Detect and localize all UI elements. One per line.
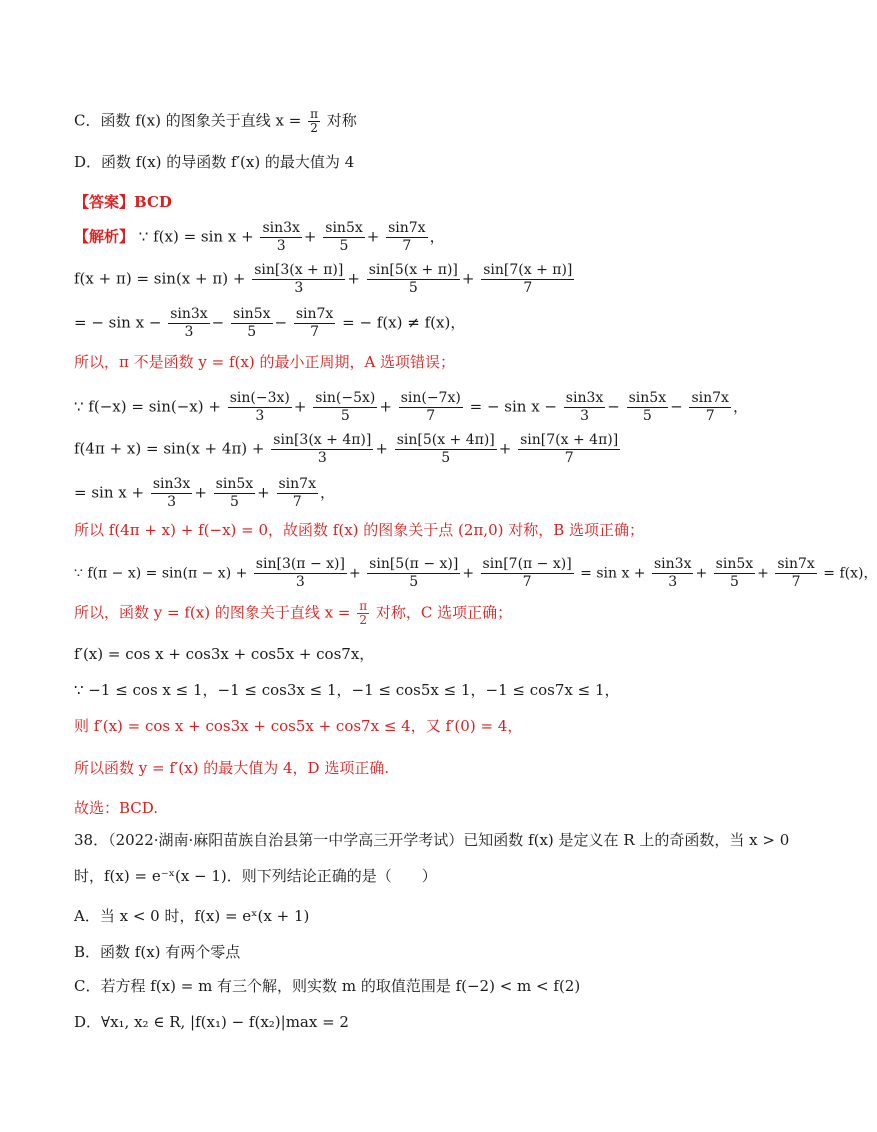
question-38-option-c: C．若方程 f(x) = m 有三个解，则实数 m 的取值范围是 f(−2) < m < f(2) — [74, 977, 581, 995]
fraction — [151, 476, 192, 511]
solution-line-10 — [74, 600, 764, 627]
fraction-numerator: sin[3(π − x)] — [255, 556, 345, 572]
solution-line-15: 故选：BCD. — [74, 799, 159, 817]
fraction — [386, 220, 427, 255]
formula-text: = − sin x − — [74, 313, 162, 332]
fraction-denominator: 7 — [705, 408, 715, 424]
fraction-denominator: 3 — [276, 238, 286, 254]
solution-label: 【解析】 — [74, 227, 135, 246]
formula-text: = − sin x − — [469, 397, 558, 416]
formula-text: = − f(x) ≠ f(x)， — [342, 313, 466, 332]
formula-text: = f(x)， — [823, 565, 877, 582]
fraction — [775, 556, 816, 591]
fraction-denominator: 7 — [426, 408, 436, 424]
formula-text: = sin x + — [74, 483, 145, 502]
fraction-numerator: sin[7(π − x)] — [482, 556, 572, 572]
solution-line-3: = − sin x − $\frac{\sin 3x}{3}$ − $\frac{\sin 5x}{5}$ − $\frac{\sin 7x}{7}$ = − f(x) ≠ f(x)， — [74, 306, 466, 340]
answer-line: 【答案】BCD — [74, 193, 172, 211]
fraction-numerator: sin3x — [565, 390, 604, 406]
question-38-line-2: 时，f(x) = e⁻ˣ(x − 1)．则下列结论正确的是（ ） — [74, 867, 437, 885]
question-38-line-1 — [74, 830, 790, 850]
option-c-text: C．函数 f(x) 的图象关于直线 x = — [74, 111, 302, 130]
fraction — [399, 390, 463, 425]
solution-line-8: 所以 f(4π + x) + f(−x) = 0，故函数 f(x) 的图象关于点 (2π,0) 对称，B 选项正确； — [74, 521, 645, 539]
question-text: 38．（2022·湖南·麻阳苗族自治县第一中学高三开学考试）已知函数 f(x) 是定义在 R 上的奇函数，当 x > 0 — [74, 831, 790, 849]
fraction-numerator: sin[7(x + π)] — [483, 262, 573, 278]
fraction-numerator: sin(−5x) — [315, 390, 376, 406]
option-c-suffix: 对称 — [326, 111, 357, 130]
fraction — [271, 432, 373, 467]
fraction-numerator: sin7x — [691, 390, 729, 406]
fraction-denominator: 7 — [310, 324, 320, 340]
pi-over-2-fraction — [308, 108, 320, 135]
fraction — [313, 390, 377, 425]
fraction-numerator: sin3x — [152, 476, 191, 492]
formula-text: 所以，函数 y = f(x) 的图象关于直线 x = — [74, 603, 351, 622]
solution-line-1: 【解析】 ∵ f(x) = sin x + $\frac{\sin 3x}{3}$ + $\frac{\sin 5x}{5}$ + $\frac{\sin 7x}{7}$ ， — [74, 220, 445, 254]
fraction-denominator: 5 — [340, 408, 350, 424]
fraction — [564, 390, 605, 425]
solution-line-4: 所以，π 不是函数 y = f(x) 的最小正周期，A 选项错误； — [74, 353, 456, 371]
fraction — [231, 306, 272, 341]
fraction-numerator: sin7x — [295, 306, 334, 322]
fraction-numerator: sin5x — [215, 476, 254, 492]
fraction-denominator: 7 — [791, 574, 801, 590]
fraction-numerator: sin3x — [653, 556, 692, 572]
solution-line-5: ∵ f(−x) = sin(−x) + $\frac{\sin(-3x)}{3}$ + $\frac{\sin(-5x)}{5}$ + $\frac{\sin(-7x)}{7}$ = − sin x − $\frac{\sin 3x}{3}$ − $\frac{\sin 5x}{5}$ − $\frac{\sin 7x}{7}$ ， — [74, 390, 748, 424]
fraction — [481, 262, 574, 297]
fraction-numerator: sin5x — [233, 306, 271, 322]
formula-text: f(4π + x) = sin(x + 4π) + — [74, 439, 265, 458]
fraction — [367, 556, 460, 591]
fraction-denominator: 7 — [564, 450, 574, 466]
fraction — [323, 220, 364, 255]
comma: ， — [732, 397, 748, 416]
fraction-numerator: sin7x — [388, 220, 426, 236]
option-d-line: D．函数 f(x) 的导函数 f′(x) 的最大值为 4 — [74, 153, 355, 171]
fraction — [252, 262, 345, 297]
fraction-numerator: sin[7(x + 4π)] — [520, 432, 619, 448]
fraction-denominator: 3 — [668, 574, 678, 590]
fraction-denominator: 3 — [317, 450, 327, 466]
fraction-numerator: sin5x — [715, 556, 754, 572]
formula-text: f(x + π) = sin(x + π) + — [74, 269, 246, 288]
fraction-numerator: sin7x — [278, 476, 316, 492]
formula-text: ∵ f(π − x) = sin(π − x) + — [74, 565, 248, 582]
fraction-numerator: sin3x — [262, 220, 300, 236]
solution-line-12: ∵ −1 ≤ cos x ≤ 1，−1 ≤ cos3x ≤ 1，−1 ≤ cos5x ≤ 1，−1 ≤ cos7x ≤ 1， — [74, 681, 620, 699]
formula-text: = sin x + — [580, 565, 646, 582]
fraction-numerator: sin3x — [170, 306, 208, 322]
fraction — [277, 476, 318, 511]
pi-over-2-fraction — [357, 600, 369, 627]
solution-line-14: 所以函数 y = f′(x) 的最大值为 4，D 选项正确. — [74, 759, 390, 777]
fraction-denominator: 7 — [292, 494, 302, 510]
fraction — [714, 556, 755, 591]
fraction-numerator: sin[5(π − x)] — [369, 556, 459, 572]
solution-line-7: = sin x + $\frac{\sin 3x}{3}$ + $\frac{\sin 5x}{5}$ + $\frac{\sin 7x}{7}$ ， — [74, 476, 335, 510]
fraction-denominator: 7 — [402, 238, 412, 254]
fraction — [689, 390, 730, 425]
fraction-numerator: sin[5(x + 4π)] — [396, 432, 495, 448]
fraction-numerator: sin(−7x) — [400, 390, 461, 406]
fraction — [228, 390, 292, 425]
fraction — [627, 390, 668, 425]
fraction-numerator: π — [310, 107, 318, 121]
fraction — [214, 476, 255, 511]
fraction — [254, 556, 347, 591]
fraction-denominator: 5 — [408, 280, 418, 296]
fraction-denominator: 5 — [642, 408, 652, 424]
fraction — [294, 306, 335, 341]
fraction-numerator: sin[3(x + π)] — [254, 262, 344, 278]
fraction-numerator: sin[3(x + 4π)] — [273, 432, 372, 448]
fraction-denominator: 2 — [359, 613, 367, 627]
fraction-denominator: 3 — [295, 574, 305, 590]
fraction-numerator: sin5x — [325, 220, 363, 236]
solution-line-6: f(4π + x) = sin(x + 4π) + $\frac{\sin[3(x + 4\pi)]}{3}$ + $\frac{\sin[5(x + 4\pi)]}{5}$ + $\frac{\sin[7(x + 4\pi)]}{7}$ — [74, 432, 619, 466]
question-38-option-d: D．∀x₁, x₂ ∈ R, |f(x₁) − f(x₂)|max = 2 — [74, 1013, 349, 1031]
fraction-denominator: 5 — [441, 450, 451, 466]
solution-line-11: f′(x) = cos x + cos3x + cos5x + cos7x， — [74, 645, 375, 663]
fraction-numerator: sin7x — [777, 556, 815, 572]
comma: ， — [429, 227, 445, 246]
fraction-numerator: sin(−3x) — [229, 390, 290, 406]
option-c-line — [74, 108, 764, 135]
formula-text: ∵ f(x) = sin x + — [138, 227, 254, 246]
fraction — [168, 306, 209, 341]
formula-text: 对称，C 选项正确； — [375, 603, 513, 622]
fraction-denominator: 5 — [409, 574, 419, 590]
question-38-option-b: B．函数 f(x) 有两个零点 — [74, 943, 241, 961]
solution-line-13: 则 f′(x) = cos x + cos3x + cos5x + cos7x ≤ 4，又 f′(0) = 4， — [74, 717, 523, 735]
fraction-denominator: 3 — [580, 408, 589, 424]
fraction-numerator: π — [359, 599, 368, 613]
fraction — [518, 432, 620, 467]
fraction-denominator: 5 — [729, 574, 739, 590]
fraction-denominator: 5 — [339, 238, 349, 254]
fraction — [481, 556, 574, 591]
fraction — [260, 220, 301, 255]
fraction-denominator: 3 — [167, 494, 177, 510]
fraction — [367, 262, 460, 297]
fraction — [652, 556, 693, 591]
fraction-denominator: 5 — [247, 324, 257, 340]
fraction-denominator: 3 — [184, 324, 194, 340]
solution-line-9: ∵ f(π − x) = sin(π − x) + $\frac{\sin[3(\pi - x)]}{3}$ + $\frac{\sin[5(\pi - x)]}{5}$ + $\frac{\sin[7(\pi - x)]}{7}$ = sin x + $\frac{\sin 3x}{3}$ + $\frac{\sin 5x}{5}$ + $\frac{\sin 7x}{7}$ = f(x)， — [74, 556, 877, 590]
fraction-numerator: sin5x — [628, 390, 667, 406]
fraction-denominator: 7 — [523, 280, 533, 296]
fraction-numerator: sin[5(x + π)] — [368, 262, 458, 278]
fraction-denominator: 3 — [255, 408, 265, 424]
comma: ， — [319, 483, 335, 502]
fraction — [395, 432, 497, 467]
fraction-denominator: 2 — [310, 121, 318, 135]
fraction-denominator: 5 — [229, 494, 239, 510]
fraction-denominator: 7 — [522, 574, 532, 590]
question-38-option-a: A．当 x < 0 时，f(x) = eˣ(x + 1) — [74, 907, 310, 925]
fraction-denominator: 3 — [294, 280, 304, 296]
solution-line-2: f(x + π) = sin(x + π) + $\frac{\sin[3(x + \pi)]}{3}$ + $\frac{\sin[5(x + \pi)]}{5}$ + $\frac{\sin[7(x + \pi)]}{7}$ — [74, 262, 573, 296]
formula-text: ∵ f(−x) = sin(−x) + — [74, 397, 221, 416]
